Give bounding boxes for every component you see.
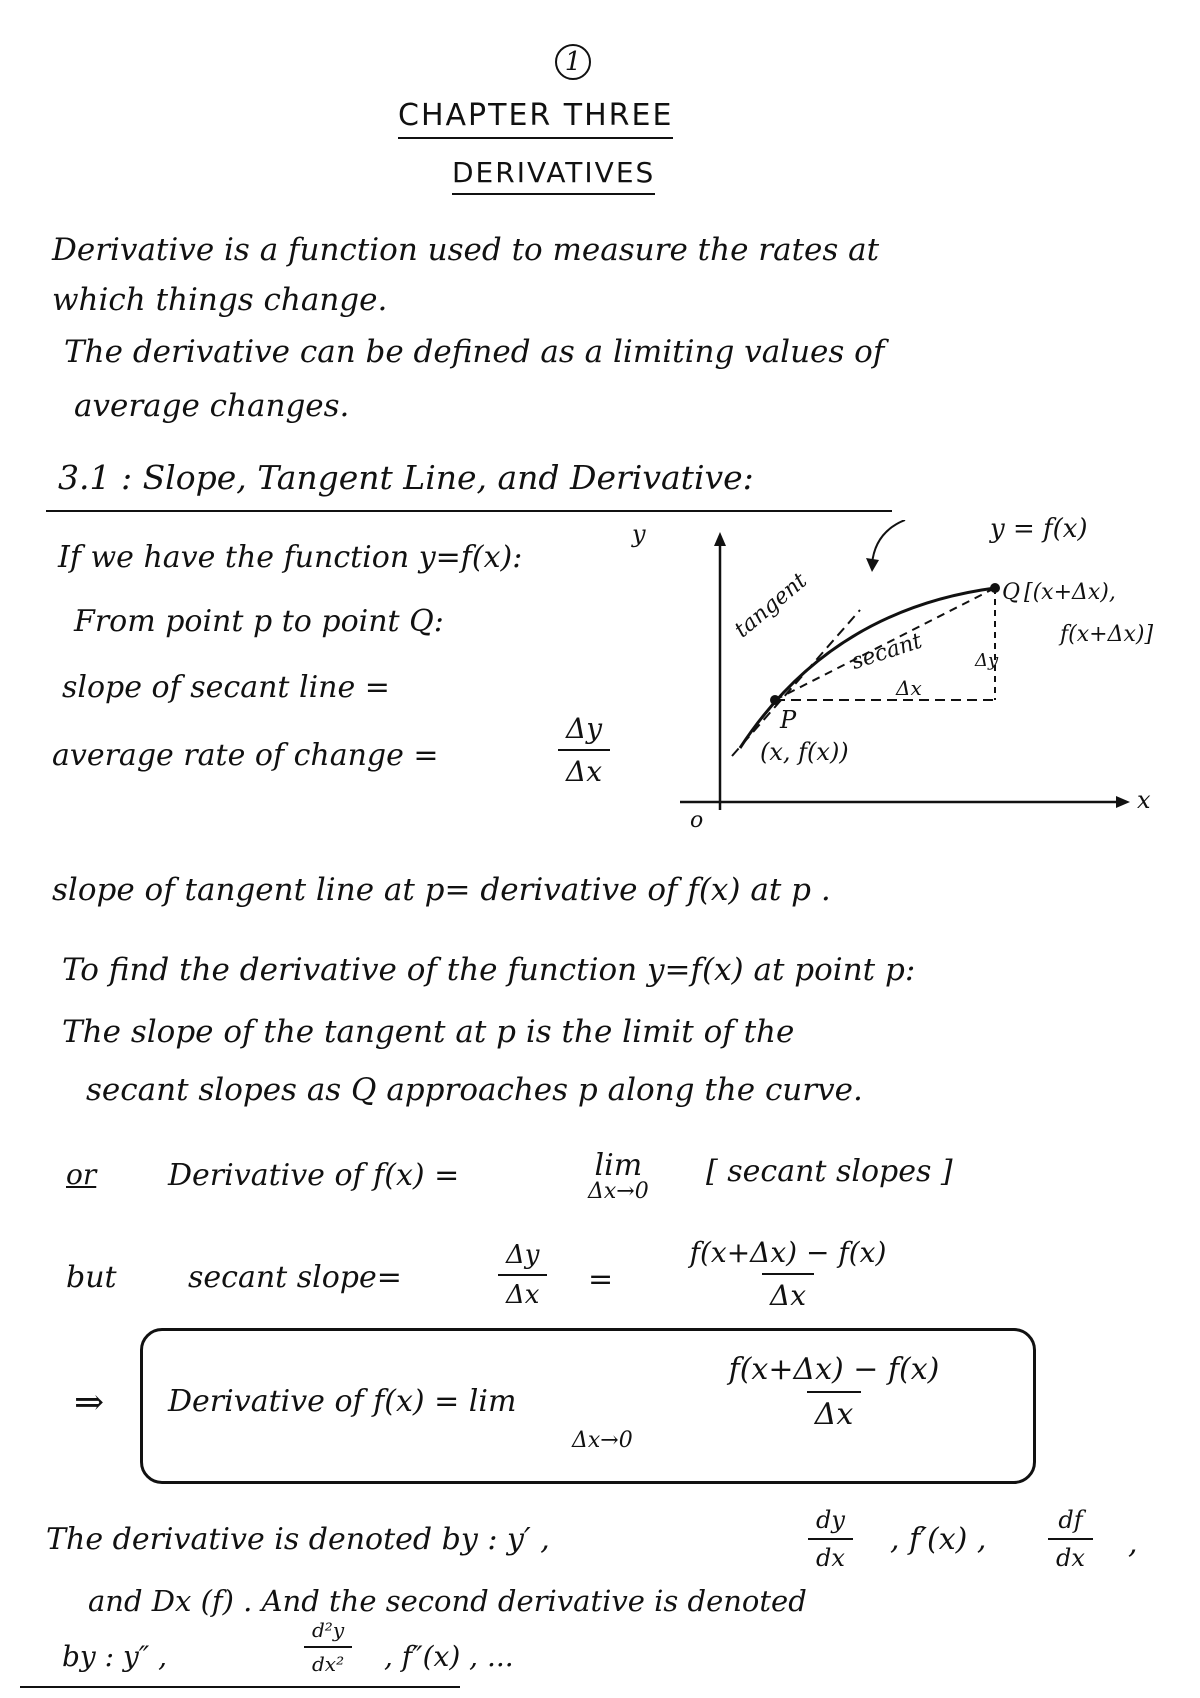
graph-y-label: y (632, 520, 646, 548)
y-axis-arrow (714, 532, 726, 546)
but-label: but (66, 1260, 117, 1295)
graph-q-label: Q (1002, 580, 1021, 605)
graph-p-label: P (780, 706, 797, 734)
graph-q-coords-2: f(x+Δx)] (1060, 622, 1154, 647)
or-limit: lim Δx→0 (588, 1148, 649, 1204)
notation-comma: , (1128, 1526, 1138, 1561)
graph-origin-label: o (690, 808, 704, 833)
or-derivative-lhs: Derivative of f(x) = (168, 1158, 460, 1193)
notation-dfdx: $\frac{df}{dx}$ (1040, 1506, 1101, 1572)
function-intro: If we have the function y=f(x): (58, 540, 523, 575)
or-secant-slopes: [ secant slopes ] (706, 1154, 953, 1189)
graph-dy-label: Δy (975, 650, 999, 671)
implies-arrow: ⇒ (74, 1382, 105, 1423)
intro-line-4: average changes. (74, 388, 350, 424)
graph-secant-label: secant (848, 628, 926, 675)
intro-line-1: Derivative is a function used to measure the rates at (52, 232, 880, 268)
section-heading: 3.1 : Slope, Tangent Line, and Derivative: (58, 458, 754, 497)
notation-line-3b: , f″(x) , ... (384, 1640, 514, 1673)
find-derivative-line-1: To find the derivative of the function y=f(x) at point p: (62, 952, 916, 988)
but-fraction-2: $\frac{f(x+\Delta x) - f(x)}{\Delta x}$ (689, 1236, 887, 1312)
chapter-subtitle: DERIVATIVES (452, 156, 655, 195)
intro-line-3: The derivative can be defined as a limiting values of (64, 334, 885, 370)
section-rule (46, 510, 892, 512)
notation-line-1: The derivative is denoted by : y′ , (46, 1522, 550, 1557)
derivative-graph (660, 520, 1200, 840)
graph-q-coords-1: [(x+Δx), (1024, 580, 1116, 605)
graph-tangent-label: tangent (729, 568, 813, 643)
secant-slope-label: slope of secant line = (62, 670, 390, 705)
curve-label-arrow (872, 520, 905, 564)
intro-line-2: which things change. (52, 282, 388, 318)
graph-x-label: x (1137, 786, 1151, 814)
notation-dydx: $\frac{dy}{dx}$ (800, 1506, 861, 1572)
graph-curve-label: y = f(x) (990, 514, 1088, 544)
chapter-title: CHAPTER THREE (398, 98, 673, 139)
find-derivative-line-3: secant slopes as Q approaches p along the curve. (86, 1072, 863, 1108)
graph-p-coords: (x, f(x)) (760, 738, 849, 766)
but-secant-slope: secant slope= (188, 1260, 402, 1295)
or-label: or (66, 1158, 97, 1191)
point-q-dot (990, 583, 1000, 593)
page-number: 1 (555, 44, 591, 80)
notation-line-3a: by : y″ , (62, 1640, 168, 1673)
notation-fprime: , f′(x) , (890, 1522, 987, 1557)
point-p-to-q: From point p to point Q: (74, 604, 444, 639)
point-p-dot (770, 695, 780, 705)
notation-d2ydx2: $\frac{\text{d²y}}{\text{dx²}}$ (296, 1618, 360, 1676)
but-equals: = (588, 1262, 614, 1297)
avg-rate-label: average rate of change = (52, 738, 439, 773)
boxed-fraction: $\frac{f(x+\Delta x) - f(x)}{\Delta x}$ (728, 1352, 940, 1432)
tangent-statement: slope of tangent line at p= derivative of f(x) at p . (52, 872, 831, 908)
but-fraction-1: $\frac{\Delta y}{\Delta x}$ (490, 1240, 555, 1310)
boxed-lim-sub: Δx→0 (572, 1428, 633, 1453)
avg-rate-fraction: $\frac{\Delta y}{\Delta x}$ (550, 712, 618, 788)
x-axis-arrow (1116, 796, 1130, 808)
notation-line-2: and Dx (f) . And the second derivative is denoted (88, 1584, 807, 1618)
find-derivative-line-2: The slope of the tangent at p is the limit of the (62, 1014, 795, 1050)
bottom-rule (20, 1686, 460, 1688)
curve-label-arrowhead (866, 558, 879, 572)
boxed-lhs: Derivative of f(x) = lim (168, 1384, 517, 1419)
graph-dx-label: Δx (896, 676, 922, 700)
